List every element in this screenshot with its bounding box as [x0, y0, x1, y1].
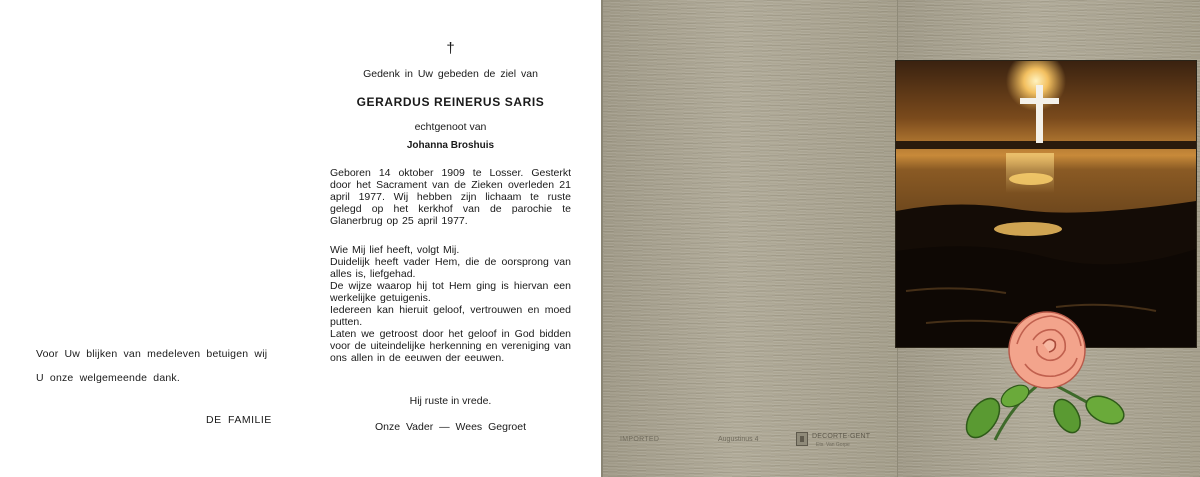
sun-reflection	[1009, 173, 1053, 185]
sun-reflection	[1006, 153, 1054, 193]
verse-line: Wie Mij lief heeft, volgt Mij.	[330, 244, 460, 256]
thanks-text-line-1: Voor Uw blijken van medeleven betuigen wij	[36, 348, 268, 360]
imprint-sub: Ets. Van Gorpe	[816, 442, 850, 448]
rose-icon	[955, 300, 1135, 450]
verse-line: Laten we getroost door het geloof in God bidden voor de uiteindelijke herkenning en vereniging van ons allen in de eeuwen der eeuwen.	[330, 328, 571, 364]
cross-icon: †	[446, 40, 455, 57]
printer-logo-icon	[796, 432, 808, 446]
deceased-name: GERARDUS REINERUS SARIS	[356, 95, 545, 109]
imprint-imported: IMPORTED	[620, 436, 660, 443]
leaf	[1082, 391, 1128, 430]
intro-line: Gedenk in Uw gebeden de ziel van	[363, 68, 538, 80]
verse-line: De wijze waarop hij tot Hem ging is hiervan een werkelijke getuigenis.	[330, 280, 571, 304]
prayers-line: Onze Vader — Wees Gegroet	[374, 421, 527, 433]
spouse-name: Johanna Broshuis	[406, 140, 495, 151]
horizon	[896, 141, 1196, 149]
imprint-brand: DECORTE-GENT	[812, 433, 871, 440]
relation-line: echtgenoot van	[414, 121, 487, 133]
sun-reflection	[994, 222, 1062, 236]
printer-imprint	[620, 432, 880, 452]
family-signature: DE FAMILIE	[206, 414, 272, 426]
verse-block	[330, 244, 571, 364]
verse-line: Duidelijk heeft vader Hem, die de oorsprong van alles is, liefgehad.	[330, 256, 571, 280]
thanks-text-line-2: U onze welgemeende dank.	[36, 372, 180, 384]
verse-line: Iedereen kan hieruit geloof, vertrouwen en moed putten.	[330, 304, 571, 328]
back-cover	[601, 0, 897, 477]
leaf	[1048, 395, 1085, 437]
cross-shape	[1020, 98, 1059, 104]
biography-paragraph: Geboren 14 oktober 1909 te Losser. Gesterkt door het Sacrament van de Zieken overleden 21 april 1977. Wij hebben zijn lichaam te ruste gelegd op het kerkhof van de parochie te Glanerbrug op 25 april 1977.	[330, 167, 571, 227]
cross-shape	[1036, 85, 1043, 143]
closing-line: Hij ruste in vrede.	[409, 395, 492, 407]
imprint-code: Augustinus 4	[718, 436, 759, 443]
leaf	[960, 393, 1007, 444]
